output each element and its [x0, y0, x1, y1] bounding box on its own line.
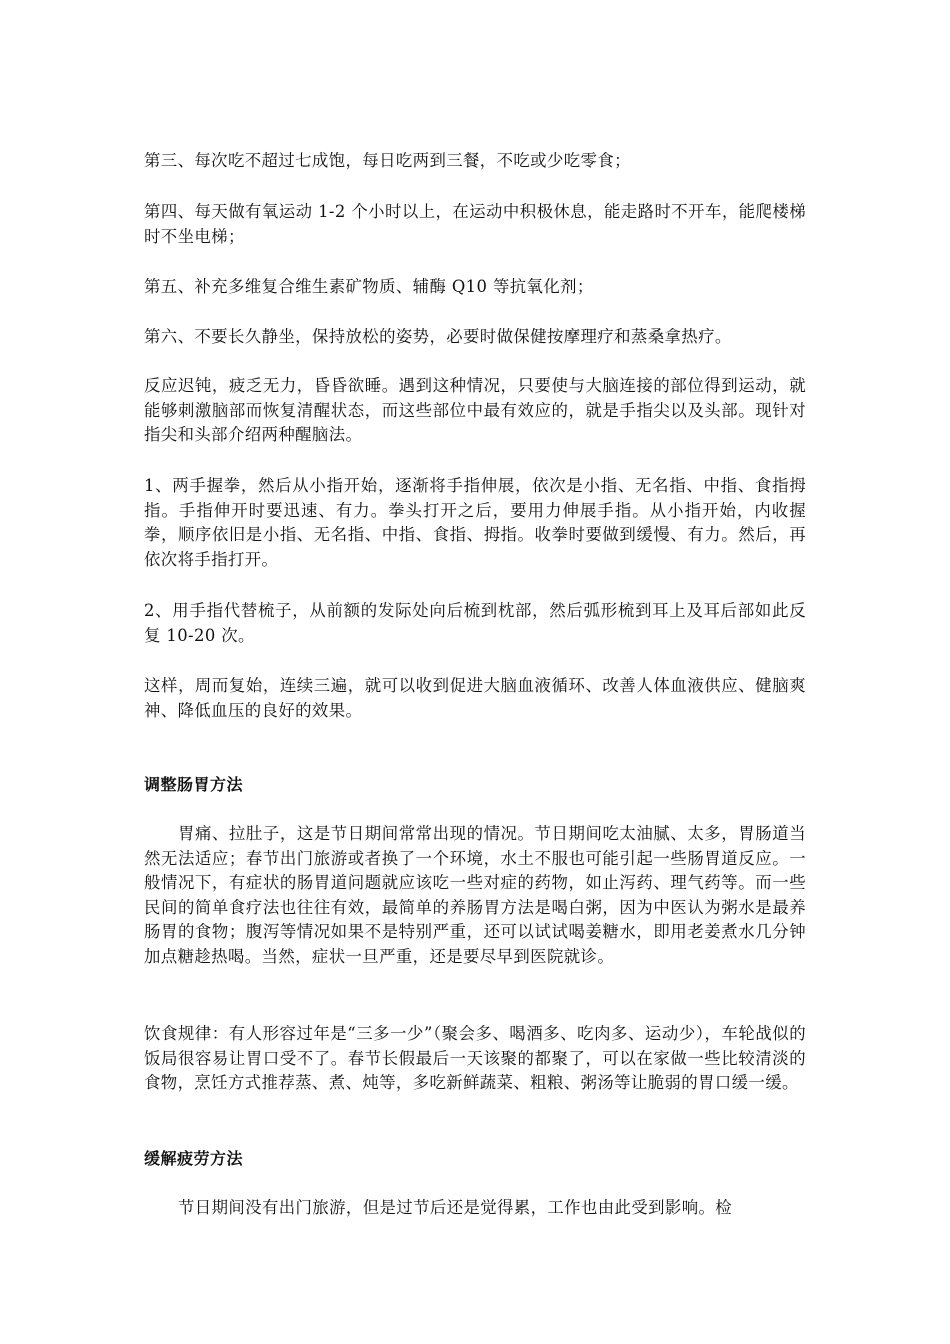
- paragraph-finger-method: 1、两手握拳，然后从小指开始，逐渐将手指伸展，依次是小指、无名指、中指、食指拇指。手指伸开时要迅速、有力。拳头打开之后，要用力伸展手指。从小指开始，内收握拳，顺序依旧是小指、无名指、中指、食指、拇指。收拳时要做到缓慢、有力。然后，再依次将手指打开。: [144, 476, 806, 569]
- section-heading-fatigue: 缓解疲劳方法: [144, 1149, 244, 1168]
- paragraph-fatigue-intro: 节日期间没有出门旅游，但是过节后还是觉得累，工作也由此受到影响。检: [178, 1198, 733, 1217]
- paragraph-drowsiness-intro: 反应迟钝，疲乏无力，昏昏欲睡。遇到这种情况，只要使与大脑连接的部位得到运动，就能够刺激脑部而恢复清醒状态，而这些部位中最有效应的，就是手指尖以及头部。现针对指尖和头部介绍两种醒脑法。: [144, 376, 806, 445]
- paragraph-exercise-rule-four: 第四、每天做有氧运动 1-2 个小时以上，在运动中积极休息，能走路时不开车，能爬楼梯时不坐电梯；: [144, 202, 806, 246]
- paragraph-supplement-rule-five: 第五、补充多维复合维生素矿物质、辅酶 Q10 等抗氧化剂；: [144, 277, 594, 296]
- paragraph-diet-regularity: 饮食规律：有人形容过年是“三多一少”（聚会多、喝酒多、吃肉多、运动少），车轮战似的饭局很容易让胃口受不了。春节长假最后一天该聚的都聚了，可以在家做一些比较清淡的食物，烹饪方式推荐蒸、煮、炖等，多吃新鲜蔬菜、粗粮、粥汤等让脆弱的胃口缓一缓。: [144, 1024, 806, 1093]
- paragraph-method-effect: 这样，周而复始，连续三遍，就可以收到促进大脑血液循环、改善人体血液供应、健脑爽神、降低血压的良好的效果。: [144, 676, 806, 720]
- paragraph-stomach-issues: 胃痛、拉肚子，这是节日期间常常出现的情况。节日期间吃太油腻、太多，胃肠道当然无法适应；春节出门旅游或者换了一个环境，水土不服也可能引起一些肠胃道反应。一般情况下，有症状的肠胃道问题就应该吃一些对症的药物，如止泻药、理气药等。而一些民间的简单食疗法也往往有效，最简单的养肠胃方法是喝白粥，因为中医认为粥水是最养肠胃的食物；腹泻等情况如果不是特别严重，还可以试试喝姜糖水，即用老姜煮水几分钟加点糖趁热喝。当然，症状一旦严重，还是要尽早到医院就诊。: [144, 824, 806, 966]
- paragraph-head-comb-method: 2、用手指代替梳子，从前额的发际处向后梳到枕部，然后弧形梳到耳上及耳后部如此反复 10-20 次。: [144, 601, 806, 645]
- section-heading-stomach: 调整肠胃方法: [144, 775, 244, 794]
- paragraph-posture-rule-six: 第六、不要长久静坐，保持放松的姿势，必要时做保健按摩理疗和蒸桑拿热疗。: [144, 327, 732, 346]
- paragraph-diet-rule-three: 第三、每次吃不超过七成饱，每日吃两到三餐，不吃或少吃零食；: [144, 151, 631, 170]
